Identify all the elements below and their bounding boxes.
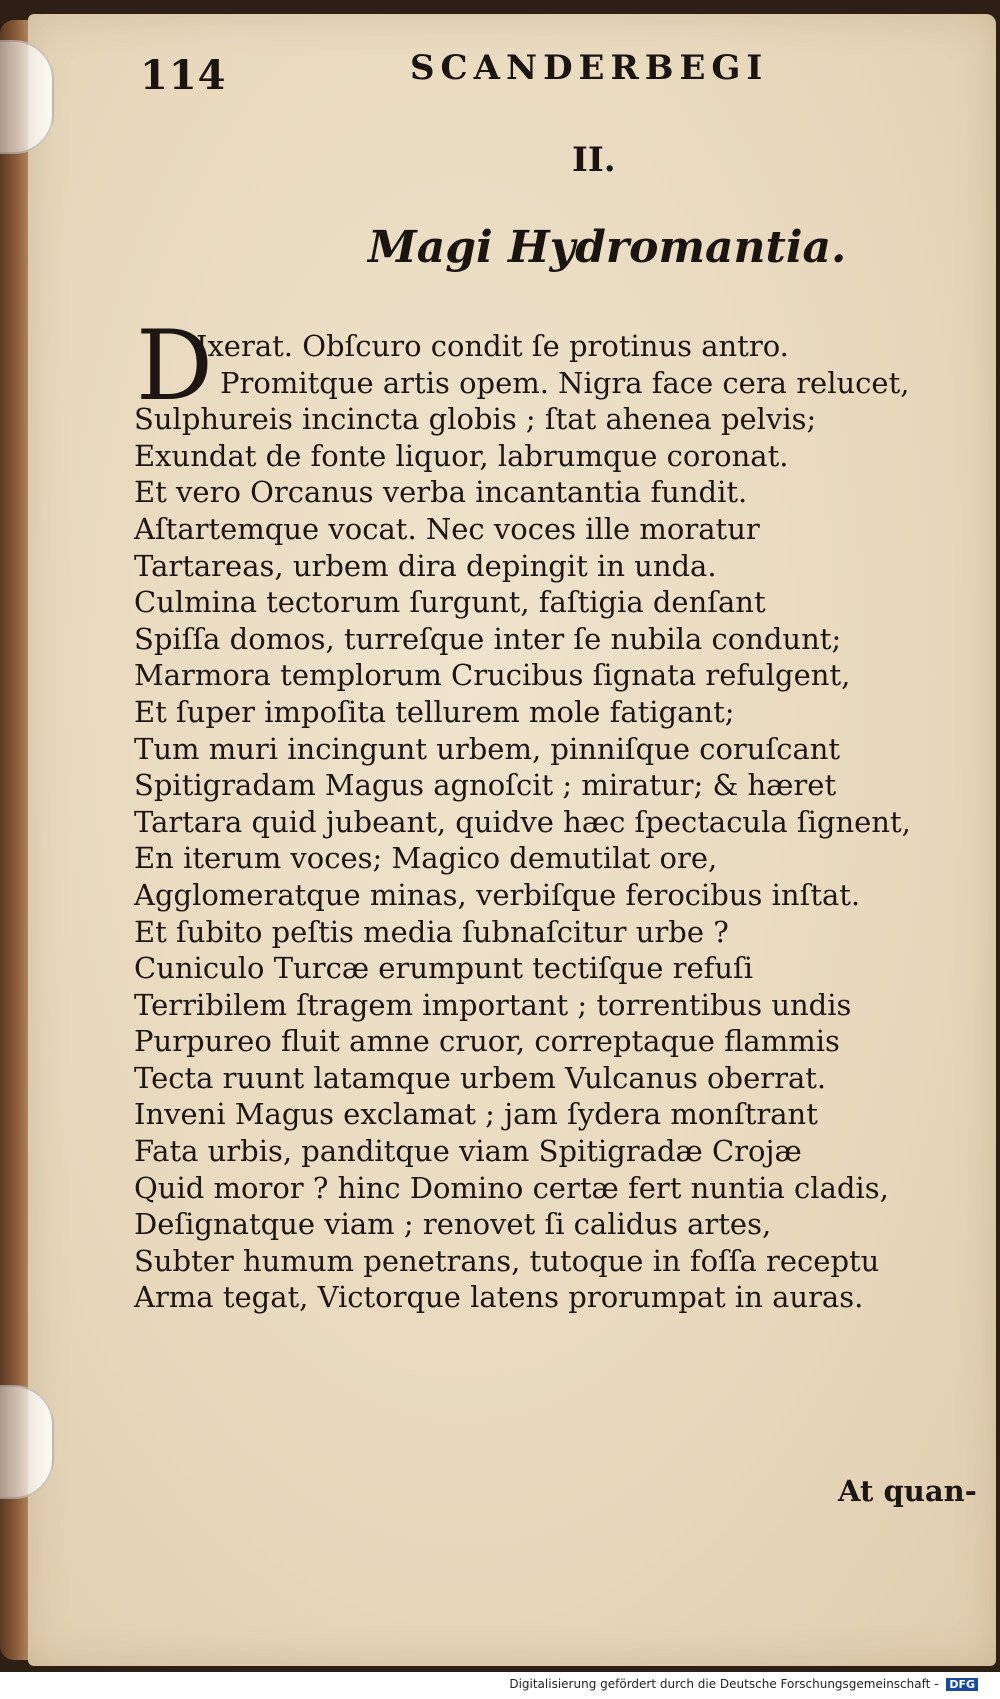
poem-text — [134, 310, 954, 1316]
poem-line: Inveni Magus exclamat ; jam ſydera monſtrant — [134, 1097, 818, 1132]
poem-line: Cuniculo Turcæ erumpunt tectiſque refuſi — [134, 951, 754, 986]
poem-line: Terribilem ſtragem important ; torrentibus undis — [134, 987, 852, 1022]
poem-line: Et ſubito peſtis media ſubnaſcitur urbe ? — [134, 914, 729, 949]
section-number: II. — [572, 140, 616, 180]
poem-line: Culmina tectorum ſurgunt, faſtigia denſant — [134, 585, 766, 620]
poem-line: Tum muri incingunt urbem, pinniſque coruſcant — [134, 731, 841, 766]
poem-line: Deſignatque viam ; renovet ſi calidus artes, — [134, 1207, 772, 1242]
poem-line: Et vero Orcanus verba incantantia fundit. — [134, 475, 748, 510]
poem-line: Agglomeratque minas, verbiſque ferocibus inſtat. — [134, 877, 861, 912]
footer-credit-text: Digitalisierung gefördert durch die Deutsche Forschungsgemeinschaft - — [509, 1677, 939, 1691]
poem-line: Tartareas, urbem dira depingit in unda. — [134, 548, 717, 583]
poem-line: Tartara quid jubeant, quidve hæc ſpectacula ſignent, — [134, 804, 911, 839]
poem-line: Spitigradam Magus agnoſcit ; miratur; & hæret — [134, 768, 837, 803]
page-clip-top — [0, 40, 54, 154]
poem-line: Marmora templorum Crucibus ſignata refulgent, — [134, 658, 851, 693]
poem-line: Purpureo fluit amne cruor, correptaque flammis — [134, 1024, 840, 1059]
page-clip-bottom — [0, 1385, 54, 1499]
poem-line: Subter humum penetrans, tutoque in foſſa receptu — [134, 1243, 880, 1278]
poem-line: Exundat de fonte liquor, labrumque coronat. — [134, 438, 789, 473]
poem-line: Aſtartemque vocat. Nec voces ille moratur — [134, 511, 760, 546]
footer-credit-line — [509, 1677, 978, 1691]
poem-line: Et ſuper impoſita tellurem mole fatigant; — [134, 694, 735, 729]
drop-capital: D — [136, 310, 213, 422]
running-title: SCANDERBEGI — [410, 48, 769, 88]
poem-line: Ixerat. Obſcuro condit ſe protinus antro. — [196, 329, 789, 363]
poem-line: Sulphureis incincta globis ; ſtat ahenea pelvis; — [134, 402, 817, 437]
poem-line: Fata urbis, panditque viam Spitigradæ Crojæ — [134, 1134, 802, 1169]
poem-line: En iterum voces; Magico demutilat ore, — [134, 841, 718, 876]
dfg-logo: DFG — [946, 1678, 978, 1691]
page-number: 114 — [140, 52, 227, 99]
poem-line: Arma tegat, Victorque latens prorumpat in auras. — [134, 1280, 864, 1315]
poem-line: Quid moror ? hinc Domino certæ fert nuntia cladis, — [134, 1170, 889, 1205]
poem-line: Tecta ruunt latamque urbem Vulcanus oberrat. — [134, 1060, 827, 1095]
poem-line: Promitque artis opem. Nigra face cera relucet, — [220, 365, 910, 400]
digitization-footer — [0, 1672, 1000, 1699]
poem-line: Spiſſa domos, turreſque inter ſe nubila condunt; — [134, 621, 842, 656]
poem-title: Magi Hydromantia. — [368, 222, 847, 273]
catchword: At quan- — [838, 1474, 977, 1508]
